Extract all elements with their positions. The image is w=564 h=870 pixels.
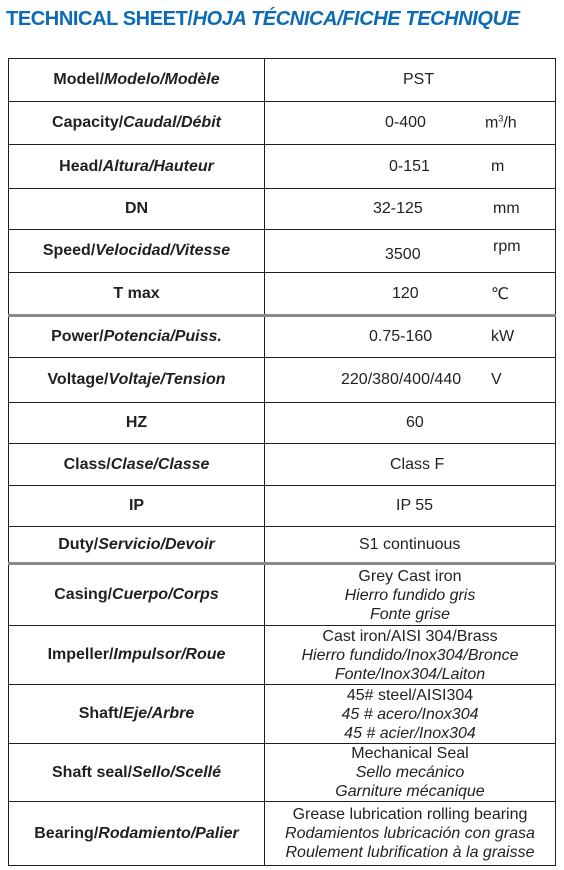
label-fr: Puiss. <box>174 328 222 345</box>
label-es: Potencia/ <box>103 328 175 345</box>
sheet-title-es-fr: HOJA TÉCNICA/FICHE TECHNIQUE <box>192 8 520 30</box>
unit-base: m <box>485 114 499 132</box>
row-label <box>9 403 265 444</box>
label-en: IP <box>128 497 145 514</box>
row-value: 60 <box>406 414 424 431</box>
row-label <box>9 145 265 189</box>
row-unit: rpm <box>493 237 521 255</box>
row-value-cell <box>265 102 556 145</box>
row-label <box>9 102 265 145</box>
label-fr: Tension <box>164 371 226 388</box>
row-value-cell <box>265 273 556 316</box>
value-line-en: Grease lubrication rolling bearing <box>292 806 528 823</box>
row-unit: ℃ <box>491 285 509 303</box>
label-es: Voltaje/ <box>108 371 165 388</box>
row-label <box>9 358 265 403</box>
row-value-cell <box>265 744 556 802</box>
row-unit: V <box>491 371 502 388</box>
label-fr: Modèle <box>164 71 220 88</box>
label-en: Shaft seal/ <box>52 763 133 781</box>
table-row <box>9 59 556 102</box>
value-line-en: 45# steel/AISI304 <box>346 686 474 704</box>
label-en: T max <box>113 284 160 302</box>
value-line-en: Grey Cast iron <box>358 567 462 585</box>
label-es: Clase/ <box>110 455 158 473</box>
table-row <box>9 145 556 189</box>
label-es: Cuerpo/ <box>112 586 173 603</box>
row-value-cell <box>265 316 556 358</box>
table-row <box>9 527 556 564</box>
unit-superscript: 3 <box>498 113 504 124</box>
table-row <box>9 358 556 403</box>
table-row <box>9 102 556 145</box>
label-en: Casing/ <box>54 586 113 603</box>
row-value-cell <box>265 444 556 486</box>
table-row <box>9 316 556 358</box>
label-fr: Classe <box>157 455 210 473</box>
row-label <box>9 486 265 527</box>
table-row <box>9 486 556 527</box>
label-es: Rodamiento/ <box>98 824 196 842</box>
row-value: IP 55 <box>396 497 434 514</box>
label-fr: Débit <box>180 114 221 131</box>
value-line-fr: Roulement lubrification à la graisse <box>285 844 535 861</box>
label-en: Class/ <box>63 455 111 473</box>
label-en: Head/ <box>59 157 103 175</box>
label-es: Modelo/ <box>104 71 165 88</box>
table-row <box>9 273 556 316</box>
sheet-title-en: TECHNICAL SHEET/ <box>6 8 193 30</box>
label-en: DN <box>124 200 149 217</box>
row-label <box>9 230 265 273</box>
row-value-cell <box>265 527 556 564</box>
row-unit <box>485 113 517 132</box>
row-value-cell <box>265 403 556 444</box>
table-row <box>9 189 556 230</box>
label-en: Power/ <box>51 328 104 345</box>
value-line-fr: Garniture mécanique <box>335 783 485 800</box>
row-label <box>9 685 265 744</box>
label-en: Impeller/ <box>47 646 114 663</box>
label-fr: Palier <box>195 824 239 842</box>
row-value: 0.75-160 <box>369 328 433 345</box>
row-unit: kW <box>491 328 515 345</box>
row-label <box>9 527 265 564</box>
value-line-es: Hierro fundido gris <box>344 586 476 604</box>
value-line-es: Hierro fundido/Inox304/Bronce <box>301 646 519 664</box>
row-label <box>9 59 265 102</box>
label-en: Duty/ <box>58 535 99 553</box>
value-line-fr: Fonte grise <box>369 605 451 623</box>
row-label <box>9 189 265 230</box>
table-row <box>9 744 556 802</box>
label-fr: Scellé <box>174 763 221 781</box>
row-value: 0-400 <box>385 114 426 131</box>
row-value-cell <box>265 145 556 189</box>
row-label <box>9 626 265 685</box>
row-unit: m <box>491 157 505 175</box>
table-row <box>9 230 556 273</box>
table-row <box>9 564 556 626</box>
label-en: Shaft/ <box>78 705 124 722</box>
label-fr: Arbre <box>151 705 195 722</box>
label-es: Eje/ <box>123 705 152 722</box>
value-line-fr: Fonte/Inox304/Laiton <box>334 665 486 683</box>
unit-tail: /h <box>503 114 517 132</box>
spec-table <box>8 58 556 866</box>
value-line-es: 45 # acero/Inox304 <box>341 705 479 723</box>
label-en: Capacity/ <box>52 114 124 131</box>
value-line-es: Sello mecánico <box>355 764 465 781</box>
row-value-cell <box>265 802 556 866</box>
label-es: Altura/ <box>102 157 154 175</box>
value-line-en: Mechanical Seal <box>351 745 469 762</box>
label-en: Bearing/ <box>34 824 99 842</box>
label-es: Impulsor/ <box>113 646 186 663</box>
table-row <box>9 802 556 866</box>
row-value-cell <box>265 685 556 744</box>
row-label <box>9 444 265 486</box>
label-es: Caudal/ <box>123 114 181 131</box>
row-value: 220/380/400/440 <box>341 371 462 388</box>
row-label <box>9 273 265 316</box>
row-value: 3500 <box>385 246 421 264</box>
row-value-cell <box>265 626 556 685</box>
row-value-cell <box>265 564 556 626</box>
label-fr: Vitesse <box>174 242 231 259</box>
row-value: PST <box>403 71 435 88</box>
label-fr: Hauteur <box>153 157 214 175</box>
row-value-cell <box>265 230 556 273</box>
label-en: Voltage/ <box>47 371 109 388</box>
value-line-es: Rodamientos lubricación con grasa <box>285 825 535 842</box>
label-es: Sello/ <box>132 763 175 781</box>
row-value: Class F <box>390 455 445 473</box>
label-fr: Roue <box>185 646 226 663</box>
row-label <box>9 564 265 626</box>
row-value: 0-151 <box>389 157 430 175</box>
table-row <box>9 403 556 444</box>
value-line-fr: 45 # acier/Inox304 <box>344 724 476 742</box>
value-line-en: Cast iron/AISI 304/Brass <box>322 627 498 645</box>
row-label <box>9 744 265 802</box>
label-fr: Devoir <box>164 535 215 553</box>
row-value-cell <box>265 59 556 102</box>
row-value: 32-125 <box>373 200 423 217</box>
row-value-cell <box>265 189 556 230</box>
row-label <box>9 802 265 866</box>
label-fr: Corps <box>172 586 219 603</box>
label-en: Model/ <box>53 71 105 88</box>
row-label <box>9 316 265 358</box>
row-value: 120 <box>392 284 419 302</box>
label-en: Speed/ <box>42 242 96 259</box>
label-es: Velocidad/ <box>95 242 175 259</box>
table-row <box>9 444 556 486</box>
table-row <box>9 626 556 685</box>
row-value-cell <box>265 486 556 527</box>
row-unit: mm <box>493 200 520 217</box>
label-es: Servicio/ <box>98 535 165 553</box>
sheet-title <box>6 8 520 31</box>
row-value-cell <box>265 358 556 403</box>
label-en: HZ <box>125 414 148 431</box>
row-value: S1 continuous <box>359 535 461 553</box>
table-row <box>9 685 556 744</box>
